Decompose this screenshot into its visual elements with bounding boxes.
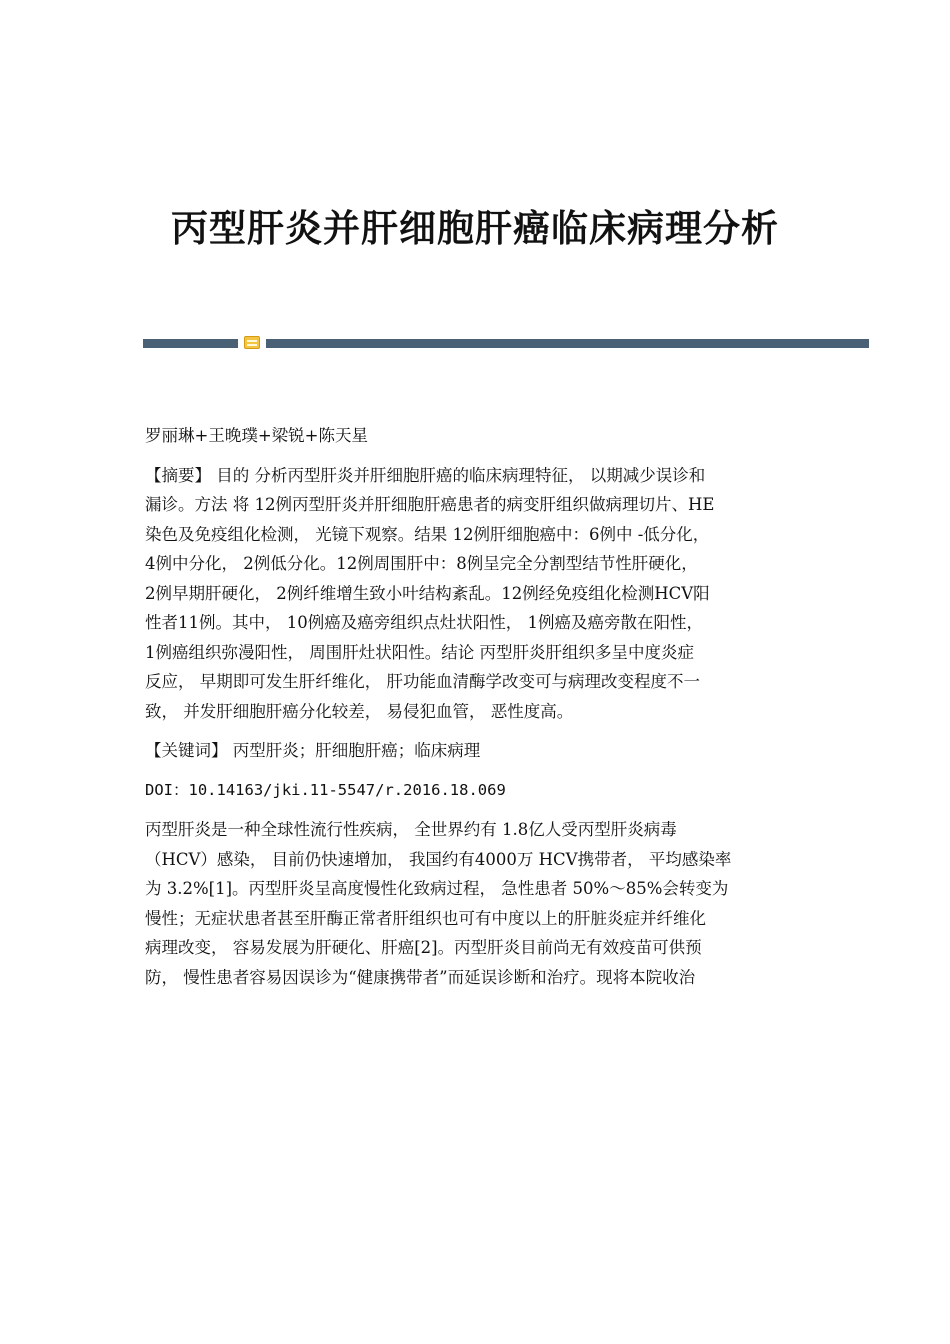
document-title: 丙型肝炎并肝细胞肝癌临床病理分析 — [171, 207, 779, 250]
keywords: 【关键词】 丙型肝炎；肝细胞肝癌；临床病理 — [145, 741, 481, 760]
title-divider-left — [143, 339, 238, 348]
intro-line: 丙型肝炎是一种全球性流行性疾病， 全世界约有 1.8亿人受丙型肝炎病毒 — [145, 820, 677, 839]
document-icon — [244, 336, 260, 349]
intro-line: 慢性；无症状患者甚至肝酶正常者肝组织也可有中度以上的肝脏炎症并纤维化 — [145, 908, 706, 928]
abstract-line: 反应， 早期即可发生肝纤维化， 肝功能血清酶学改变可与病理改变程度不一 — [145, 672, 700, 691]
abstract-line: 【摘要】 目的 分析丙型肝炎并肝细胞肝癌的临床病理特征， 以期减少误诊和 — [145, 465, 706, 485]
abstract-line: 4例中分化， 2例低分化。12例周围肝中：8例呈完全分割型结节性肝硬化， — [145, 554, 698, 573]
abstract-line: 1例癌组织弥漫阳性， 周围肝灶状阳性。结论 丙型肝炎肝组织多呈中度炎症 — [145, 642, 694, 662]
title-divider-right — [266, 339, 869, 348]
abstract — [145, 461, 805, 727]
intro-line: 病理改变， 容易发展为肝硬化、肝癌[2]。丙型肝炎目前尚无有效疫苗可供预 — [145, 938, 702, 957]
doi: DOI：10.14163/jki.11-5547/r.2016.18.069 — [145, 780, 506, 799]
article-body — [145, 421, 805, 1002]
abstract-line: 染色及免疫组化检测， 光镜下观察。结果 12例肝细胞癌中：6例中 -低分化， — [145, 524, 710, 544]
intro-line: （HCV）感染， 目前仍快速增加， 我国约有4000万 HCV携带者， 平均感染率 — [145, 849, 732, 869]
abstract-line: 性者11例。其中， 10例癌及癌旁组织点灶状阳性， 1例癌及癌旁散在阳性， — [145, 613, 703, 632]
authors: 罗丽琳+王晚璞+梁锐+陈天星 — [145, 426, 368, 445]
abstract-line: 致， 并发肝细胞肝癌分化较差， 易侵犯血管， 恶性度高。 — [145, 701, 574, 721]
intro-line: 为 3.2%[1]。丙型肝炎呈高度慢性化致病过程， 急性患者 50%～85%会转变为 — [145, 879, 729, 898]
abstract-line: 漏诊。方法 将 12例丙型肝炎并肝细胞肝癌患者的病变肝组织做病理切片、HE — [145, 495, 715, 514]
abstract-line: 2例早期肝硬化， 2例纤维增生致小叶结构紊乱。12例经免疫组化检测HCV阳 — [145, 583, 710, 603]
intro-paragraph — [145, 815, 805, 992]
intro-line: 防， 慢性患者容易因误诊为“健康携带者”而延误诊断和治疗。现将本院收治 — [145, 967, 696, 987]
